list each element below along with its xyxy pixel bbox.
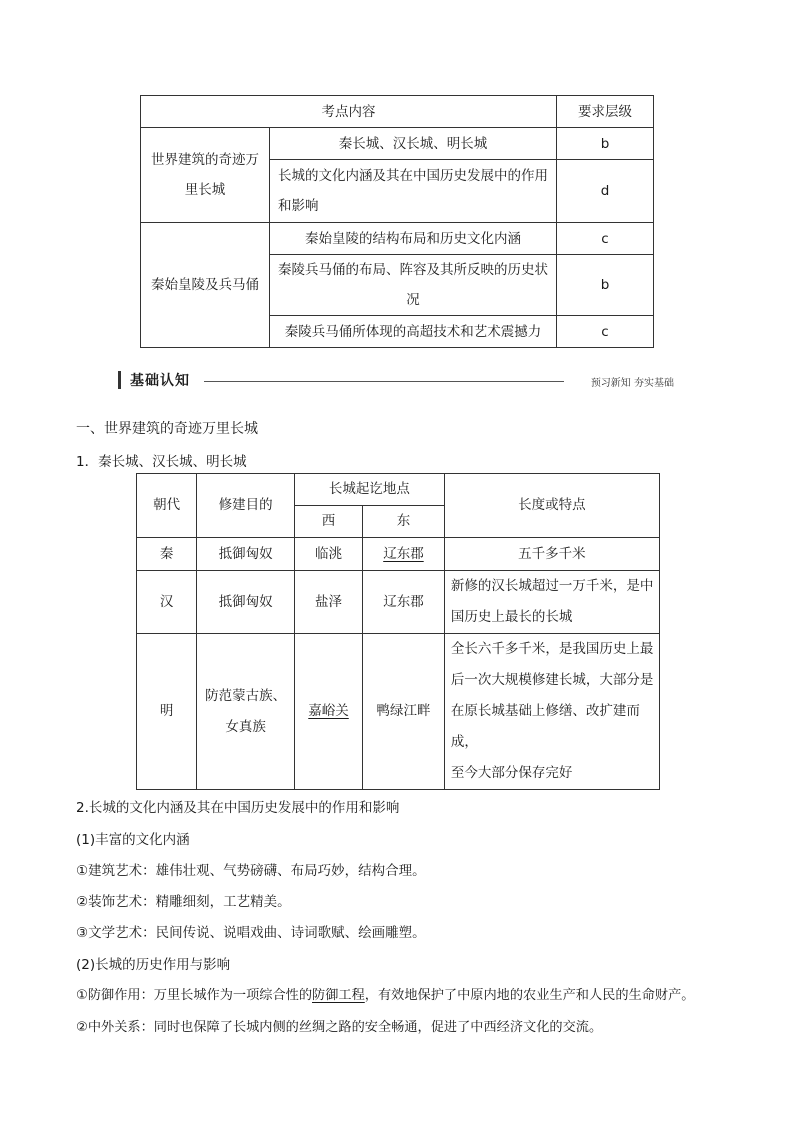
topic-line: 里长城 bbox=[184, 182, 226, 198]
east-cell: 鸭绿江畔 bbox=[363, 634, 445, 790]
defense-suffix: ，有效地保护了中原内地的农业生产和人民的生命财产。 bbox=[364, 988, 695, 1003]
purpose-line: 女真族 bbox=[225, 718, 266, 735]
part2-item: ③文学艺术：民间传说、说唱戏曲、诗词歌赋、绘画雕塑。 bbox=[76, 925, 426, 941]
purpose-cell: 抵御匈奴 bbox=[197, 538, 295, 571]
feature-cell bbox=[444, 571, 659, 634]
topic-cell bbox=[141, 128, 270, 223]
feature-header: 长度或特点 bbox=[444, 474, 659, 538]
content-cell: 秦始皇陵的结构布局和历史文化内涵 bbox=[270, 223, 557, 255]
part2-heading: 2.长城的文化内涵及其在中国历史发展中的作用和影响 bbox=[76, 800, 400, 816]
table-row bbox=[137, 634, 660, 790]
part2-item: ①建筑艺术：雄伟壮观、气势磅礴、布局巧妙，结构合理。 bbox=[76, 863, 426, 879]
feature-line: 全长六千多千米，是我国历史上最 bbox=[450, 641, 654, 657]
defense-keyword: 防御工程 bbox=[312, 988, 365, 1003]
dynasty-cell: 明 bbox=[137, 634, 197, 790]
level-cell: c bbox=[557, 316, 654, 348]
defense-prefix: ①防御作用：万里长城作为一项综合性的 bbox=[76, 988, 313, 1003]
purpose-cell bbox=[197, 634, 295, 790]
level-cell: b bbox=[557, 128, 654, 160]
east-cell: 辽东郡 bbox=[363, 571, 445, 634]
west-cell bbox=[294, 634, 362, 790]
content-line: 长城的文化内涵及其在中国历史发展中的作用 bbox=[278, 168, 548, 184]
section-divider bbox=[204, 381, 564, 382]
west-cell: 盐泽 bbox=[294, 571, 362, 634]
purpose-header: 修建目的 bbox=[197, 474, 295, 538]
part2-item-foreign: ②中外关系：同时也保障了长城内侧的丝绸之路的安全畅通，促进了中西经济文化的交流。 bbox=[76, 1020, 603, 1035]
content-cell bbox=[270, 160, 557, 223]
part2-item-defense bbox=[76, 984, 694, 1003]
feature-line: 新修的汉长城超过一万千米，是中 bbox=[450, 578, 654, 594]
table-row bbox=[141, 128, 654, 160]
east-cell bbox=[363, 538, 445, 571]
table-header-row bbox=[141, 96, 654, 128]
part1-heading: 一、世界建筑的奇迹万里长城 bbox=[76, 421, 258, 437]
feature-cell: 五千多千米 bbox=[444, 538, 659, 571]
east-value: 辽东郡 bbox=[383, 545, 424, 562]
west-value: 嘉峪关 bbox=[308, 703, 349, 719]
feature-line: 国历史上最长的长城 bbox=[450, 609, 573, 625]
content-header: 考点内容 bbox=[141, 96, 557, 128]
section-header bbox=[118, 369, 674, 393]
section-subtitle: 预习新知 夯实基础 bbox=[590, 378, 674, 389]
content-cell: 秦陵兵马俑的布局、阵容及其所反映的历史状况 bbox=[270, 255, 557, 316]
requirements-table bbox=[140, 95, 654, 348]
west-header: 西 bbox=[294, 506, 362, 538]
level-cell: b bbox=[557, 255, 654, 316]
content-cell: 秦长城、汉长城、明长城 bbox=[270, 128, 557, 160]
section-title: 基础认知 bbox=[130, 373, 190, 389]
level-cell: c bbox=[557, 223, 654, 255]
dynasty-header: 朝代 bbox=[137, 474, 197, 538]
part1-subheading: 1．秦长城、汉长城、明长城 bbox=[76, 454, 247, 470]
level-cell: d bbox=[557, 160, 654, 223]
level-header: 要求层级 bbox=[557, 96, 654, 128]
great-wall-table bbox=[136, 473, 660, 790]
dynasty-cell: 秦 bbox=[137, 538, 197, 571]
part2-subheading-1: (1)丰富的文化内涵 bbox=[76, 832, 190, 848]
span-header: 长城起讫地点 bbox=[294, 474, 444, 506]
content-line: 和影响 bbox=[278, 198, 319, 214]
feature-cell bbox=[444, 634, 659, 790]
purpose-cell: 抵御匈奴 bbox=[197, 571, 295, 634]
purpose-line: 防范蒙古族、 bbox=[205, 687, 287, 704]
table-row bbox=[141, 223, 654, 255]
part2-item: ②装饰艺术：精雕细刻，工艺精美。 bbox=[76, 894, 291, 910]
content-cell: 秦陵兵马俑所体现的高超技术和艺术震撼力 bbox=[270, 316, 557, 348]
feature-line: 在原长城基础上修缮、改扩建而成， bbox=[450, 703, 640, 750]
topic-line: 世界建筑的奇迹万 bbox=[151, 152, 259, 168]
east-header: 东 bbox=[363, 506, 445, 538]
topic-cell: 秦始皇陵及兵马俑 bbox=[141, 223, 270, 348]
feature-line: 后一次大规模修建长城，大部分是 bbox=[450, 672, 654, 688]
feature-line: 至今大部分保存完好 bbox=[450, 765, 573, 781]
section-marker-bar bbox=[118, 371, 121, 389]
table-row bbox=[137, 571, 660, 634]
part2-subheading-2: (2)长城的历史作用与影响 bbox=[76, 957, 231, 973]
west-cell: 临洮 bbox=[294, 538, 362, 571]
table-row bbox=[137, 538, 660, 571]
table-header-row bbox=[137, 474, 660, 506]
dynasty-cell: 汉 bbox=[137, 571, 197, 634]
